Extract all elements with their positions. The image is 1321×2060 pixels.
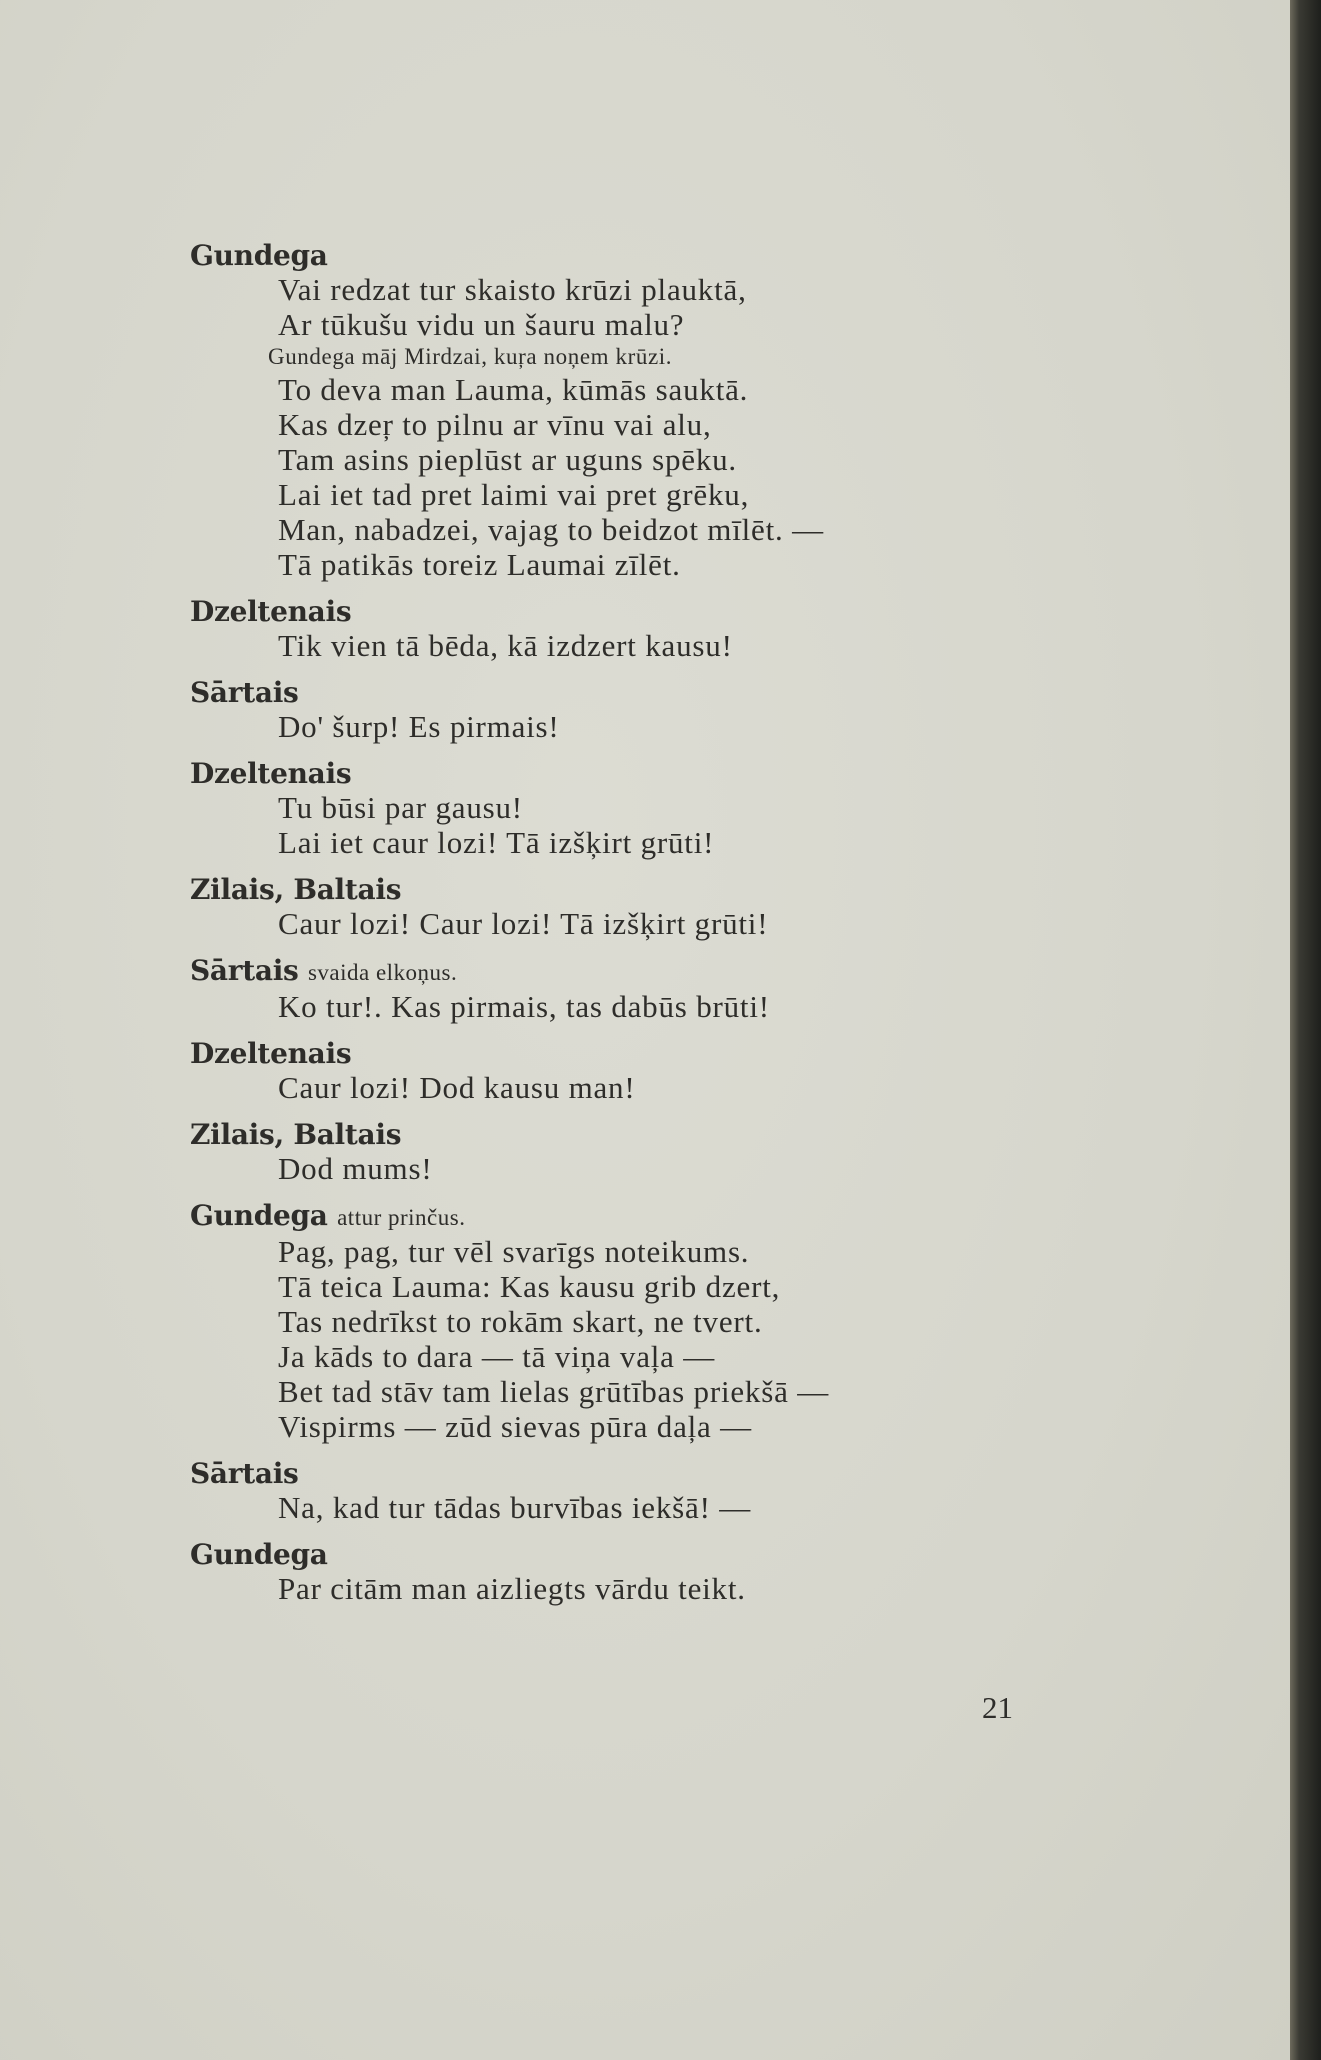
verse-line: Ar tūkušu vidu un šauru malu? xyxy=(278,307,685,342)
speaker-name: Dzeltenais xyxy=(190,1037,352,1070)
dialogue-entry xyxy=(190,1458,1090,1525)
book-edge xyxy=(1290,0,1321,2060)
verse-line: Lai iet caur lozi! Tā izšķirt grūti! xyxy=(278,825,715,860)
verse-line: Kas dzeŗ to pilnu ar vīnu vai alu, xyxy=(278,407,712,442)
stage-direction: svaida elkoņus. xyxy=(307,960,458,985)
speaker-with-direction xyxy=(190,955,1090,989)
dialogue-entry xyxy=(190,1119,1090,1186)
speaker-name: Dzeltenais xyxy=(190,757,352,790)
dialogue-entry xyxy=(190,874,1090,941)
speaker-name: Gundega xyxy=(190,239,328,272)
verse-line: Tam asins pieplūst ar uguns spēku. xyxy=(278,442,737,477)
dialogue-entry xyxy=(190,955,1090,1024)
verse-line: Tik vien tā bēda, kā izdzert kausu! xyxy=(278,628,733,663)
speaker-name: Sārtais xyxy=(190,1457,299,1490)
page-number: 21 xyxy=(982,1690,1013,1725)
verse-line: Tā patikās toreiz Laumai zīlēt. xyxy=(278,547,681,582)
dialogue-entry xyxy=(190,758,1090,860)
verse-line: Ja kāds to dara — tā viņa vaļa — xyxy=(278,1339,716,1374)
verse-line: Tas nedrīkst to rokām skart, ne tvert. xyxy=(278,1304,763,1339)
speaker-name: Sārtais xyxy=(190,676,299,709)
stage-direction: attur prinčus. xyxy=(337,1205,466,1230)
verse-line: Tu būsi par gausu! xyxy=(278,790,523,825)
verse-line: Caur lozi! Caur lozi! Tā izšķirt grūti! xyxy=(278,906,769,941)
verse-line: Ko tur!. Kas pirmais, tas dabūs brūti! xyxy=(278,989,770,1024)
dialogue-entry xyxy=(190,240,1090,582)
speaker-name: Zilais, Baltais xyxy=(190,873,402,906)
verse-line: Pag, pag, tur vēl svarīgs noteikums. xyxy=(278,1234,750,1269)
dialogue-entry xyxy=(190,677,1090,744)
speaker-name: Gundega xyxy=(190,1199,328,1232)
verse-line: Man, nabadzei, vajag to beidzot mīlēt. — xyxy=(278,512,824,547)
verse-line: Na, kad tur tādas burvības iekšā! — xyxy=(278,1490,752,1525)
verse-line: Do' šurp! Es pirmais! xyxy=(278,709,560,744)
verse-line: Dod mums! xyxy=(278,1151,433,1186)
speaker-name: Sārtais xyxy=(190,954,299,987)
verse-line: To deva man Lauma, kūmās sauktā. xyxy=(278,372,749,407)
dialogue-entry xyxy=(190,596,1090,663)
speaker-with-direction xyxy=(190,1200,1090,1234)
verse-line: Bet tad stāv tam lielas grūtības priekšā — xyxy=(278,1374,830,1409)
verse-line: Vispirms — zūd sievas pūra daļa — xyxy=(278,1409,752,1444)
verse-line: Tā teica Lauma: Kas kausu grib dzert, xyxy=(278,1269,781,1304)
speaker-name: Dzeltenais xyxy=(190,595,352,628)
verse-line: Par citām man aizliegts vārdu teikt. xyxy=(278,1571,746,1606)
dialogue-entry xyxy=(190,1038,1090,1105)
verse-line: Caur lozi! Dod kausu man! xyxy=(278,1070,636,1105)
verse-line: Lai iet tad pret laimi vai pret grēku, xyxy=(278,477,750,512)
speaker-name: Zilais, Baltais xyxy=(190,1118,402,1151)
speaker-name: Gundega xyxy=(190,1538,328,1571)
play-text xyxy=(190,240,1090,1620)
verse-line: Vai redzat tur skaisto krūzi plauktā, xyxy=(278,272,747,307)
dialogue-entry xyxy=(190,1200,1090,1444)
dialogue-entry xyxy=(190,1539,1090,1606)
stage-direction: Gundega māj Mirdzai, kuŗa noņem krūzi. xyxy=(268,344,673,369)
